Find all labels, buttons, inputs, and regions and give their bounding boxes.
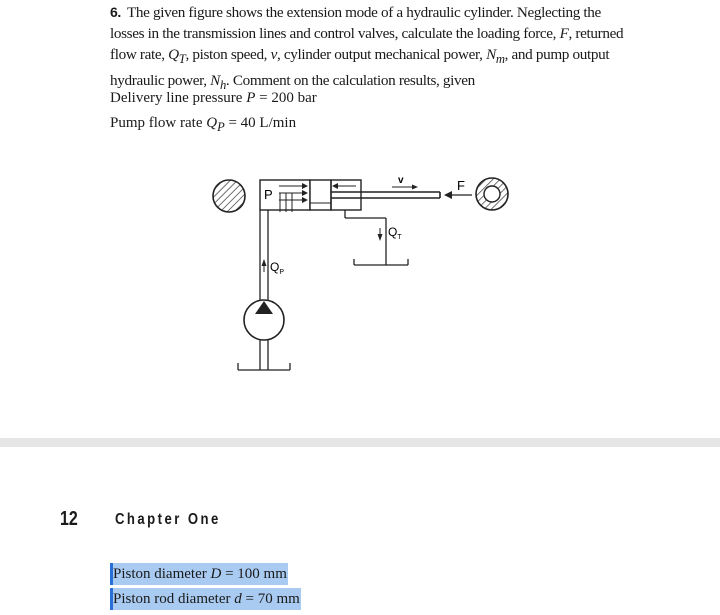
given-pressure-label: Delivery line pressure xyxy=(110,90,243,106)
label-QT-main: Q xyxy=(388,225,398,239)
rod-diameter-value: = 70 mm xyxy=(241,591,300,607)
piston-diameter-label: Piston diameter xyxy=(113,566,207,582)
label-Q-T xyxy=(388,225,402,241)
velocity-arrow xyxy=(392,185,418,190)
problem-text-6: . Comment on the calculation results, given xyxy=(225,72,475,90)
sub-h: h xyxy=(219,78,226,93)
given-flow-var: Q xyxy=(206,115,218,131)
problem-text-2: , returned flow rate, xyxy=(110,25,624,63)
selected-text-line[interactable] xyxy=(110,563,288,585)
pressure-line xyxy=(260,210,268,300)
problem-text-5: , and pump output hydraulic power, xyxy=(110,46,610,90)
sub-m: m xyxy=(495,52,505,67)
given-flow-value: = 40 L/min xyxy=(224,115,297,131)
rod-diameter-var: d xyxy=(234,591,242,607)
label-Q-P xyxy=(270,260,284,276)
page-lower xyxy=(0,447,720,615)
given-pressure-value: = 200 bar xyxy=(255,90,317,106)
page-number: 12 xyxy=(60,508,78,530)
sub-T: T xyxy=(178,52,186,67)
cylinder xyxy=(260,180,361,212)
problem-text-4: , cylinder output mechanical power, xyxy=(277,46,483,63)
problem-number: 6. xyxy=(110,4,121,20)
selected-text-line[interactable] xyxy=(110,588,301,610)
problem-text-1: The given figure shows the extension mode of a hydraulic cylinder. Neglecting the losses in the transmission lines and control valves, calculate the loading force, xyxy=(110,4,601,42)
label-v: v xyxy=(398,175,404,186)
given-flow-label: Pump flow rate xyxy=(110,115,203,131)
problem-text-3: , piston speed, xyxy=(185,46,268,63)
var-N2: N xyxy=(210,72,220,90)
right-load-symbol xyxy=(476,178,508,210)
label-QP-sub: P xyxy=(279,269,285,276)
left-ground-symbol xyxy=(213,180,245,212)
label-F: F xyxy=(457,178,465,193)
rod-diameter-label: Piston rod diameter xyxy=(113,591,231,607)
given-pressure-var: P xyxy=(246,90,256,106)
pump-symbol xyxy=(238,300,290,370)
page-separator xyxy=(0,438,720,447)
var-F: F xyxy=(559,25,569,42)
piston-rod xyxy=(331,192,440,198)
piston-diameter-var: D xyxy=(210,566,222,582)
label-QT-sub: T xyxy=(397,234,402,241)
piston-diameter-value: = 100 mm xyxy=(221,566,287,582)
var-Q: Q xyxy=(168,46,179,63)
given-flow-sub: P xyxy=(217,120,225,134)
chapter-title: Chapter One xyxy=(115,511,221,528)
label-P: P xyxy=(264,187,273,202)
var-N: N xyxy=(486,46,496,63)
var-v: v xyxy=(270,46,277,63)
label-QP-main: Q xyxy=(270,260,280,274)
